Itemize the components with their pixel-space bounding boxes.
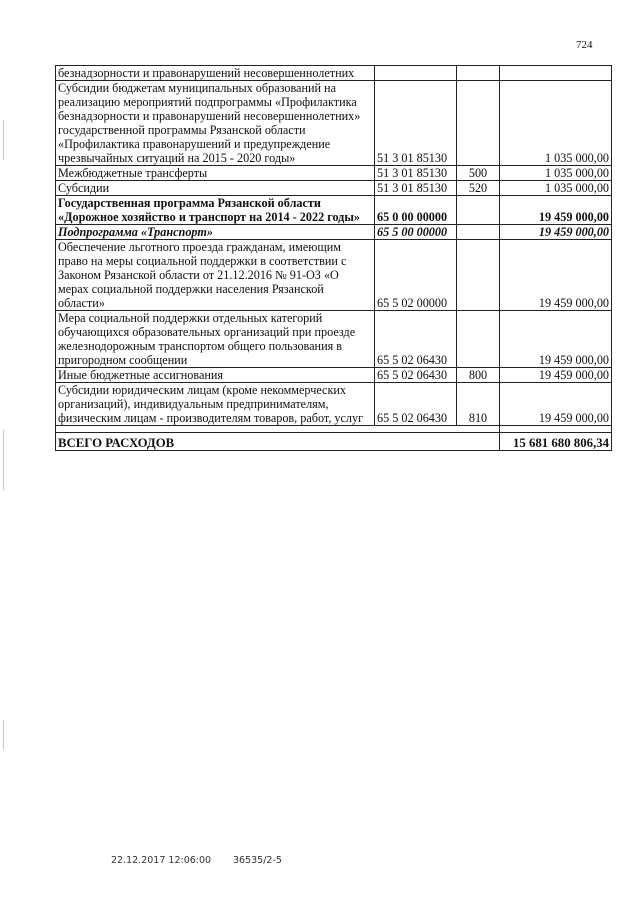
table-row (56, 66, 612, 81)
row-code: 65 0 00 00000 (375, 196, 457, 225)
table-spacer-row (56, 426, 612, 433)
row-amount (500, 66, 612, 81)
total-amount: 15 681 680 806,34 (500, 433, 612, 451)
total-label: ВСЕГО РАСХОДОВ (56, 433, 500, 451)
scan-edge-mark (3, 430, 4, 490)
table-total-row (56, 433, 612, 451)
row-amount: 19 459 000,00 (500, 383, 612, 426)
row-code: 65 5 02 06430 (375, 311, 457, 368)
footer-datetime: 22.12.2017 12:06:00 (111, 855, 212, 866)
table-row (56, 240, 612, 311)
row-expense-type (457, 225, 500, 240)
row-code: 51 3 01 85130 (375, 181, 457, 196)
spacer-cell (56, 426, 500, 433)
row-expense-type: 520 (457, 181, 500, 196)
row-code: 65 5 00 00000 (375, 225, 457, 240)
scan-edge-mark (3, 720, 4, 750)
table-row (56, 368, 612, 383)
row-name: Государственная программа Рязанской области «Дорожное хозяйство и транспорт на 2014 - 2022 годы» (56, 196, 375, 225)
row-expense-type (457, 66, 500, 81)
row-name: Обеспечение льготного проезда гражданам, имеющим право на меры социальной поддержки в соответствии с Законом Рязанской области от 21.12.2016 № 91-ОЗ «О мерах социальной поддержки населения Рязанской области» (56, 240, 375, 311)
row-name: Иные бюджетные ассигнования (56, 368, 375, 383)
spacer-cell (500, 426, 612, 433)
row-code (375, 66, 457, 81)
row-expense-type (457, 196, 500, 225)
row-name: Мера социальной поддержки отдельных категорий обучающихся образовательных организаций при проезде железнодорожным транспортом общего пользования в пригородном сообщении (56, 311, 375, 368)
budget-table (55, 65, 612, 451)
row-expense-type: 800 (457, 368, 500, 383)
table-row-program (56, 196, 612, 225)
table-row-subprogram (56, 225, 612, 240)
row-amount: 19 459 000,00 (500, 240, 612, 311)
row-amount: 19 459 000,00 (500, 196, 612, 225)
row-name: Подпрограмма «Транспорт» (56, 225, 375, 240)
row-amount: 19 459 000,00 (500, 368, 612, 383)
footer-doc-id: 36535/2-5 (233, 855, 282, 866)
row-code: 65 5 02 06430 (375, 368, 457, 383)
row-name: Субсидии юридическим лицам (кроме некоммерческих организаций), индивидуальным предпринимателям, физическим лицам - производителям товаров, работ, услуг (56, 383, 375, 426)
row-code: 51 3 01 85130 (375, 166, 457, 181)
table-row (56, 311, 612, 368)
row-expense-type: 810 (457, 383, 500, 426)
page-number: 724 (576, 39, 593, 51)
table-row (56, 383, 612, 426)
row-code: 65 5 02 00000 (375, 240, 457, 311)
row-amount: 1 035 000,00 (500, 181, 612, 196)
table-row (56, 81, 612, 166)
row-expense-type (457, 311, 500, 368)
row-expense-type (457, 240, 500, 311)
scan-edge-mark (3, 120, 4, 160)
row-code: 51 3 01 85130 (375, 81, 457, 166)
row-name: безнадзорности и правонарушений несовершеннолетних (56, 66, 375, 81)
row-amount: 19 459 000,00 (500, 225, 612, 240)
row-code: 65 5 02 06430 (375, 383, 457, 426)
row-expense-type: 500 (457, 166, 500, 181)
table-row (56, 166, 612, 181)
row-expense-type (457, 81, 500, 166)
row-name: Субсидии (56, 181, 375, 196)
row-name: Субсидии бюджетам муниципальных образований на реализацию мероприятий подпрограммы «Профилактика безнадзорности и правонарушений несовершеннолетних» государственной программы Рязанской области «Профилактика правонарушений и предупреждение чрезвычайных ситуаций на 2015 - 2020 годы» (56, 81, 375, 166)
row-amount: 1 035 000,00 (500, 81, 612, 166)
row-amount: 19 459 000,00 (500, 311, 612, 368)
row-name: Межбюджетные трансферты (56, 166, 375, 181)
table-row (56, 181, 612, 196)
row-amount: 1 035 000,00 (500, 166, 612, 181)
